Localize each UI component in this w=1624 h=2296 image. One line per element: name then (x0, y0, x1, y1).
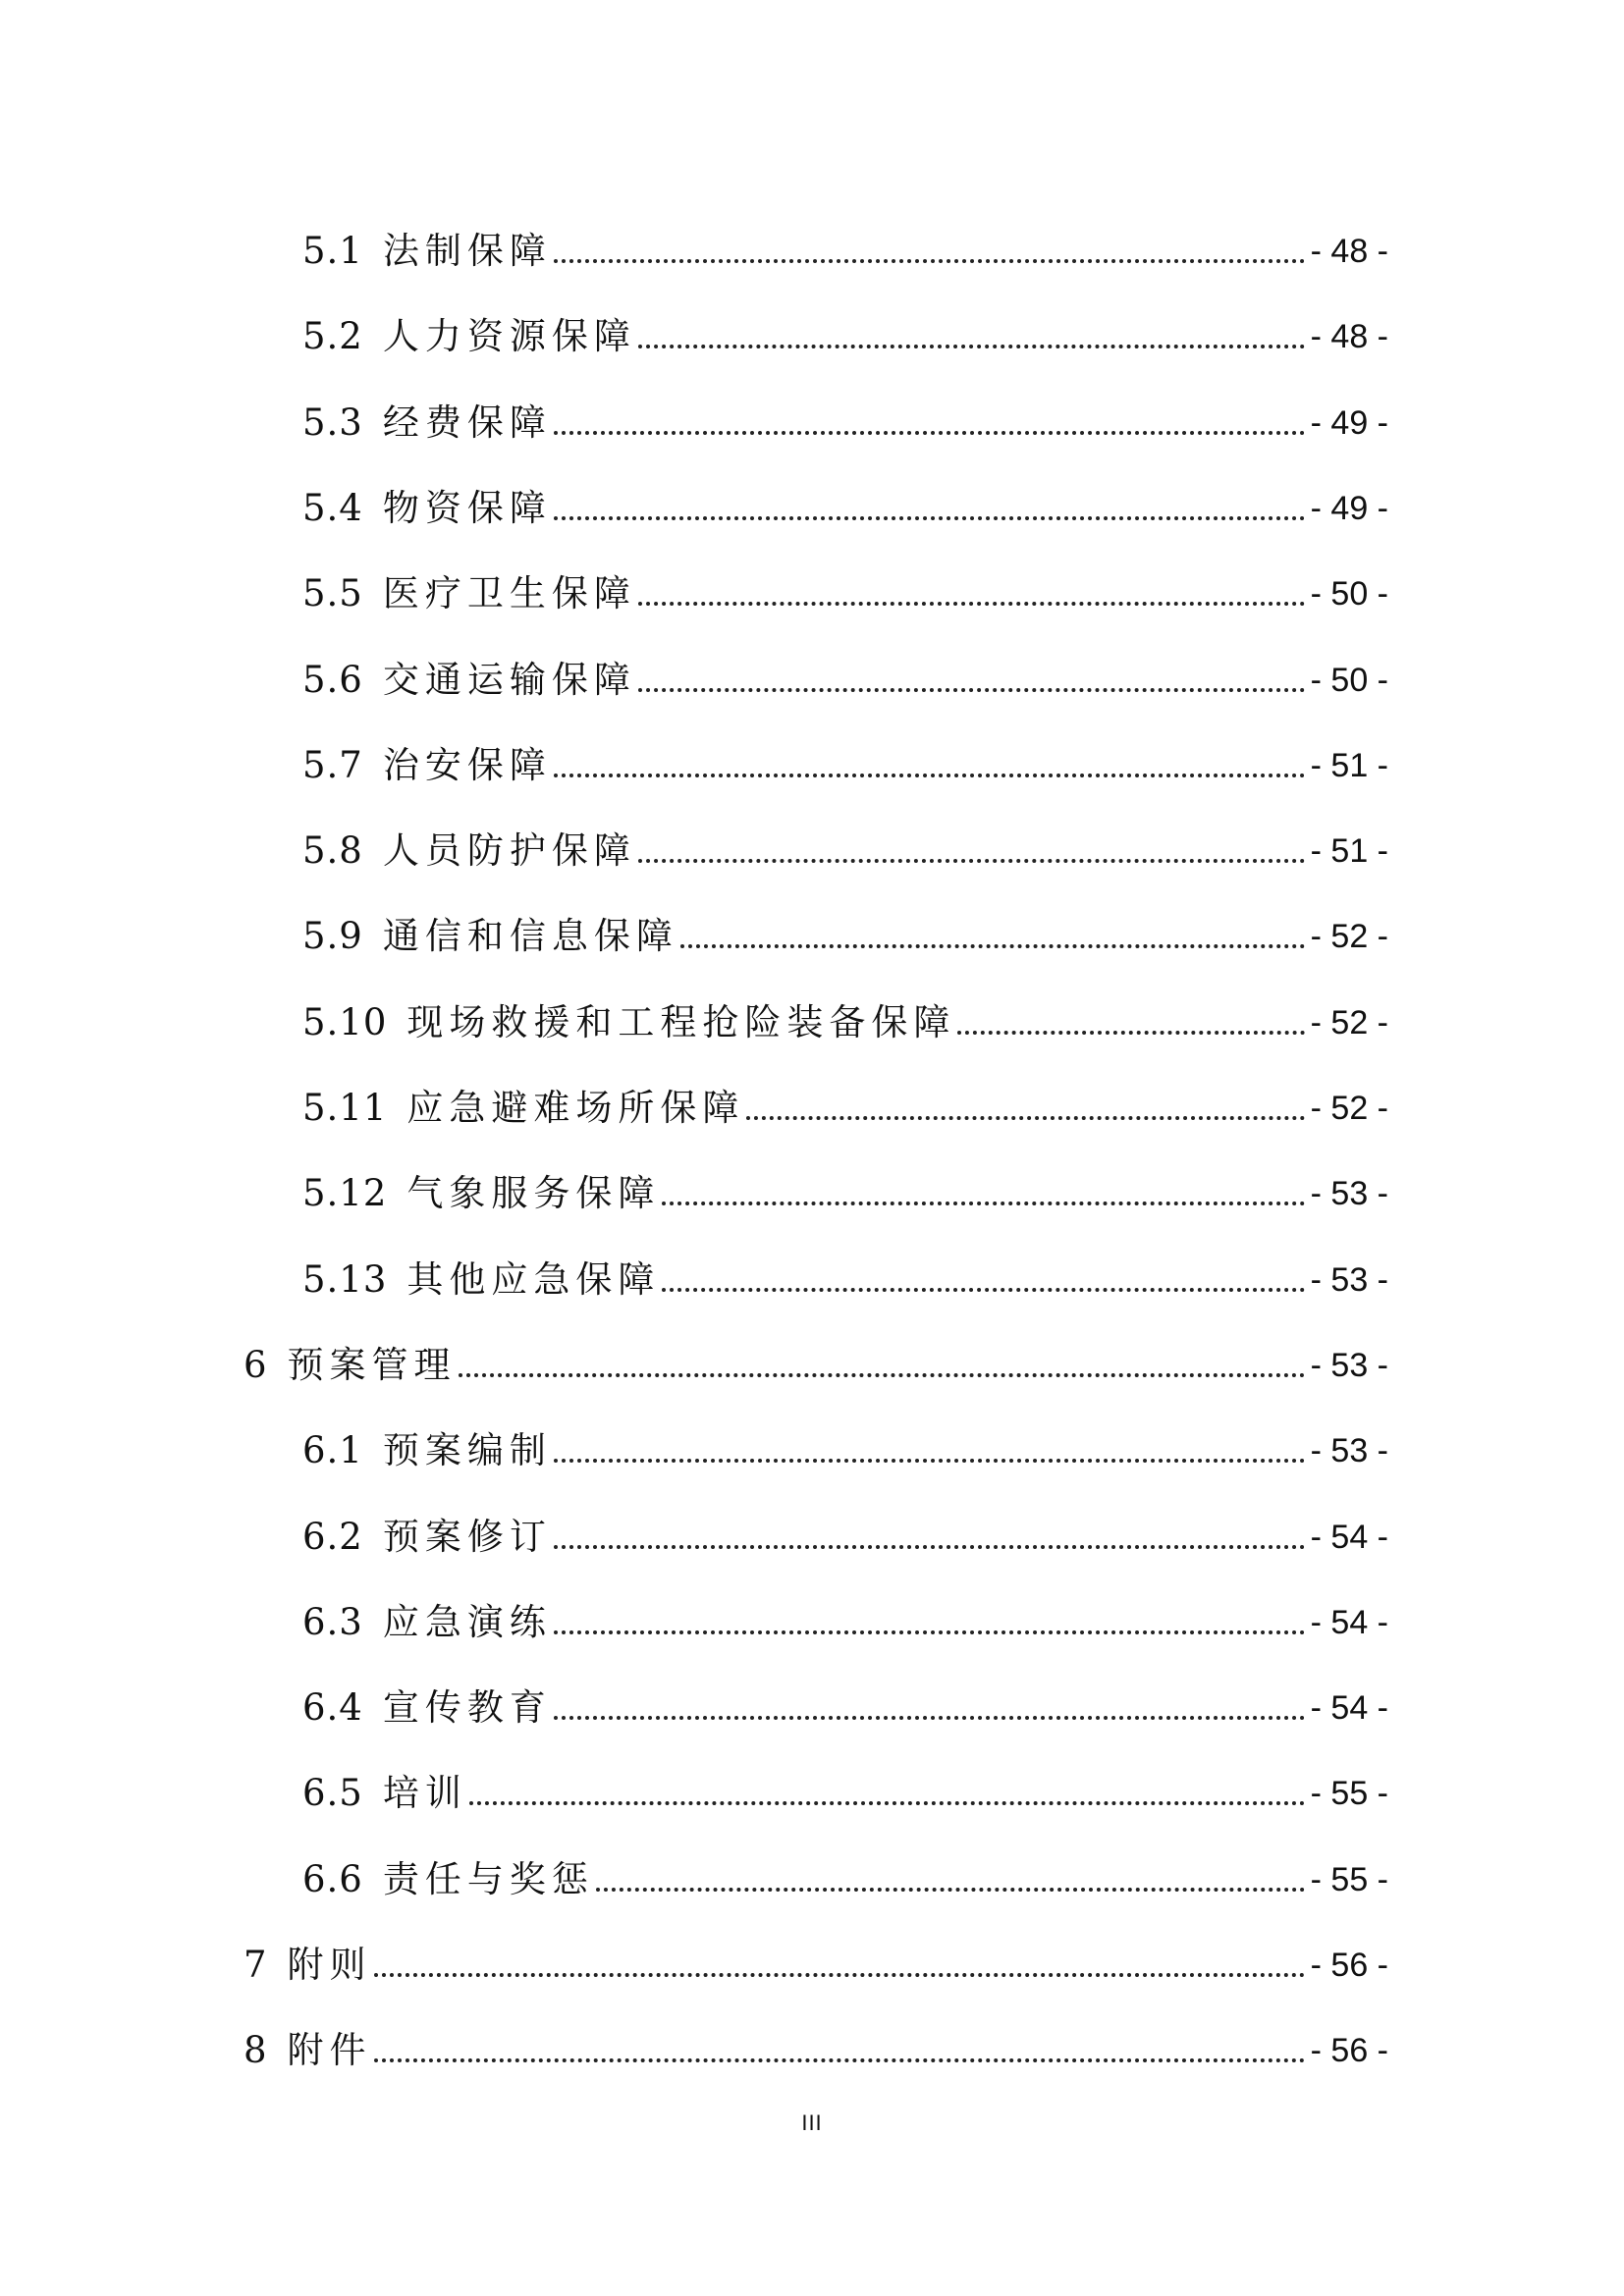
toc-entry-number: 5.6 (302, 659, 363, 701)
toc-entry-title: 培训 (382, 1772, 467, 1814)
toc-dot-leader (554, 516, 1305, 520)
toc-entry-number: 5.3 (302, 401, 363, 444)
toc-dot-leader (554, 1630, 1305, 1634)
toc-entry-title: 附则 (287, 1944, 372, 1986)
toc-entry-number: 5.5 (302, 572, 363, 614)
toc-dot-leader (638, 859, 1305, 863)
toc-entry-title: 医疗卫生保障 (382, 572, 636, 614)
toc-entry-title: 预案管理 (287, 1344, 457, 1386)
toc-entry[interactable] (302, 899, 1388, 958)
toc-entry-title: 经费保障 (382, 401, 552, 444)
toc-entry-title: 应急避难场所保障 (406, 1087, 745, 1129)
toc-entry-number: 8 (244, 2029, 268, 2071)
toc-dot-leader (957, 1031, 1304, 1035)
toc-entry-title: 治安保障 (382, 744, 552, 786)
toc-dot-leader (554, 431, 1305, 435)
toc-entry-title: 气象服务保障 (406, 1172, 661, 1214)
toc-entry[interactable] (302, 643, 1388, 702)
toc-entry-page: - 48 - (1310, 233, 1388, 270)
toc-entry-title: 法制保障 (382, 230, 552, 272)
toc-entry-page: - 55 - (1310, 1861, 1388, 1898)
toc-entry-number: 6 (244, 1344, 268, 1386)
toc-dot-leader (459, 1373, 1305, 1377)
toc-entry-page: - 53 - (1310, 1175, 1388, 1212)
toc-entry[interactable] (302, 728, 1388, 787)
toc-entry[interactable] (302, 557, 1388, 615)
toc-entry-page: - 55 - (1310, 1775, 1388, 1812)
toc-entry-title: 现场救援和工程抢险装备保障 (406, 1001, 956, 1043)
toc-entry-page: - 49 - (1310, 404, 1388, 442)
toc-dot-leader (374, 2058, 1305, 2062)
toc-entry[interactable] (302, 1414, 1388, 1472)
toc-dot-leader (638, 345, 1305, 348)
toc-entry-number: 6.5 (302, 1772, 363, 1814)
toc-entry-page: - 56 - (1310, 2032, 1388, 2069)
toc-entry[interactable] (244, 2013, 1388, 2072)
toc-entry[interactable] (302, 1500, 1388, 1559)
toc-entry-number: 5.11 (302, 1087, 388, 1129)
toc-dot-leader (596, 1888, 1305, 1892)
toc-entry-number: 7 (244, 1944, 268, 1986)
toc-dot-leader (662, 1288, 1304, 1292)
toc-entry-number: 5.1 (302, 230, 363, 272)
toc-entry[interactable] (302, 214, 1388, 273)
toc-dot-leader (554, 1459, 1305, 1463)
page-number: III (801, 2110, 823, 2135)
toc-entry-title: 其他应急保障 (406, 1258, 661, 1301)
toc-entry-page: - 48 - (1310, 318, 1388, 355)
toc-entry-page: - 53 - (1310, 1261, 1388, 1299)
toc-dot-leader (554, 259, 1305, 263)
toc-entry-number: 5.10 (302, 1001, 388, 1043)
toc-entry[interactable] (302, 1585, 1388, 1644)
toc-entry-number: 5.9 (302, 915, 363, 957)
toc-entry-page: - 51 - (1310, 747, 1388, 784)
toc-dot-leader (374, 1973, 1305, 1977)
toc-entry-number: 6.3 (302, 1601, 363, 1643)
toc-entry[interactable] (302, 1156, 1388, 1215)
toc-entry-page: - 50 - (1310, 662, 1388, 699)
toc-entry-number: 5.2 (302, 315, 363, 357)
toc-entry-number: 5.7 (302, 744, 363, 786)
toc-entry[interactable] (302, 471, 1388, 530)
toc-entry-page: - 56 - (1310, 1947, 1388, 1984)
toc-entry-number: 6.1 (302, 1429, 363, 1471)
toc-entry-number: 5.13 (302, 1258, 388, 1301)
toc-dot-leader (554, 774, 1305, 777)
toc-entry[interactable] (302, 1756, 1388, 1815)
toc-dot-leader (662, 1201, 1304, 1205)
toc-entry-page: - 54 - (1310, 1604, 1388, 1641)
toc-entry-page: - 52 - (1310, 1004, 1388, 1041)
toc-entry-title: 预案编制 (382, 1429, 552, 1471)
toc-entry-title: 通信和信息保障 (382, 915, 678, 957)
toc-entry-page: - 54 - (1310, 1519, 1388, 1556)
toc-entry[interactable] (244, 1328, 1388, 1387)
toc-entry-title: 人力资源保障 (382, 315, 636, 357)
toc-entry-title: 宣传教育 (382, 1686, 552, 1729)
toc-entry-page: - 51 - (1310, 832, 1388, 870)
toc-entry-page: - 53 - (1310, 1432, 1388, 1469)
toc-entry-page: - 50 - (1310, 575, 1388, 613)
toc-entry[interactable] (302, 986, 1388, 1044)
toc-entry-number: 6.4 (302, 1686, 363, 1729)
toc-entry-page: - 49 - (1310, 490, 1388, 527)
toc-entry-number: 5.4 (302, 487, 363, 529)
toc-entry-title: 物资保障 (382, 487, 552, 529)
toc-entry[interactable] (302, 299, 1388, 358)
toc-entry[interactable] (302, 386, 1388, 445)
toc-entry-number: 5.8 (302, 829, 363, 872)
toc-entry-page: - 52 - (1310, 1090, 1388, 1127)
toc-entry-number: 6.6 (302, 1858, 363, 1900)
toc-dot-leader (638, 688, 1305, 692)
toc-entry[interactable] (302, 1842, 1388, 1901)
toc-entry-page: - 52 - (1310, 918, 1388, 955)
toc-dot-leader (746, 1116, 1304, 1120)
toc-entry[interactable] (302, 1671, 1388, 1730)
toc-entry[interactable] (302, 814, 1388, 873)
toc-dot-leader (638, 602, 1305, 606)
toc-entry-title: 人员防护保障 (382, 829, 636, 872)
toc-entry-title: 预案修订 (382, 1516, 552, 1558)
toc-entry-number: 6.2 (302, 1516, 363, 1558)
toc-entry-number: 5.12 (302, 1172, 388, 1214)
toc-dot-leader (469, 1801, 1305, 1805)
toc-dot-leader (554, 1716, 1305, 1720)
toc-entry-page: - 54 - (1310, 1689, 1388, 1727)
toc-entry-title: 附件 (287, 2029, 372, 2071)
toc-entry[interactable] (244, 1928, 1388, 1987)
toc-dot-leader (680, 944, 1305, 948)
toc-entry-title: 交通运输保障 (382, 659, 636, 701)
toc-entry[interactable] (302, 1243, 1388, 1302)
toc-dot-leader (554, 1545, 1305, 1549)
toc-entry-title: 责任与奖惩 (382, 1858, 594, 1900)
toc-entry-title: 应急演练 (382, 1601, 552, 1643)
toc-entry-page: - 53 - (1310, 1347, 1388, 1384)
toc-entry[interactable] (302, 1071, 1388, 1130)
